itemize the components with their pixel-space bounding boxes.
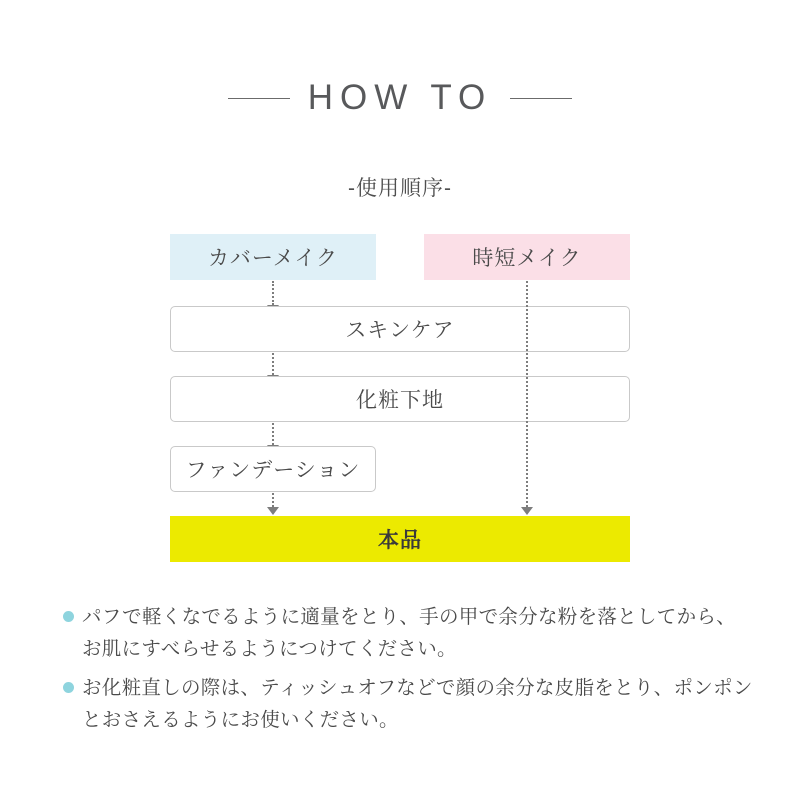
bullet-icon	[63, 682, 74, 693]
flow-route-quick-make	[424, 234, 630, 280]
flow-route-cover-make	[170, 234, 376, 280]
connector-quick-to-product	[526, 281, 528, 507]
list-item	[63, 673, 753, 736]
arrow-quick-to-product	[521, 507, 533, 515]
connector-skincare-to-base	[272, 353, 274, 375]
usage-note-text: パフで軽くなでるように適量をとり、手の甲で余分な粉を落としてから、お肌にすべらせるようにつけてください。	[82, 606, 736, 660]
connector-foundation-to-product	[272, 493, 274, 507]
usage-note-text: お化粧直しの際は、ティッシュオフなどで顔の余分な皮脂をとり、ポンポンとおさえるようにお使いください。	[82, 677, 753, 731]
list-item	[63, 602, 753, 665]
usage-flow-diagram	[170, 234, 630, 568]
flow-step-foundation	[170, 446, 376, 492]
flow-step-skincare-label: スキンケア	[345, 319, 455, 342]
flow-step-makeup-base	[170, 376, 630, 422]
usage-notes	[63, 602, 753, 744]
flow-route-quick-make-label: 時短メイク	[472, 247, 582, 270]
page-header	[0, 78, 800, 118]
flow-step-this-product	[170, 516, 630, 562]
bullet-icon	[63, 611, 74, 622]
flow-step-this-product-label: 本品	[378, 529, 422, 552]
header-rule-left	[228, 98, 290, 99]
connector-cover-to-skincare	[272, 281, 274, 305]
flow-step-skincare	[170, 306, 630, 352]
flow-step-foundation-label: ファンデーション	[185, 459, 361, 482]
page-subtitle: -使用順序-	[348, 177, 452, 200]
flow-route-cover-make-label: カバーメイク	[207, 247, 339, 270]
header-rule-right	[510, 98, 572, 99]
flow-step-makeup-base-label: 化粧下地	[356, 389, 444, 412]
arrow-foundation-to-product	[267, 507, 279, 515]
page-title: HOW TO	[307, 78, 493, 117]
connector-base-to-foundation	[272, 423, 274, 445]
